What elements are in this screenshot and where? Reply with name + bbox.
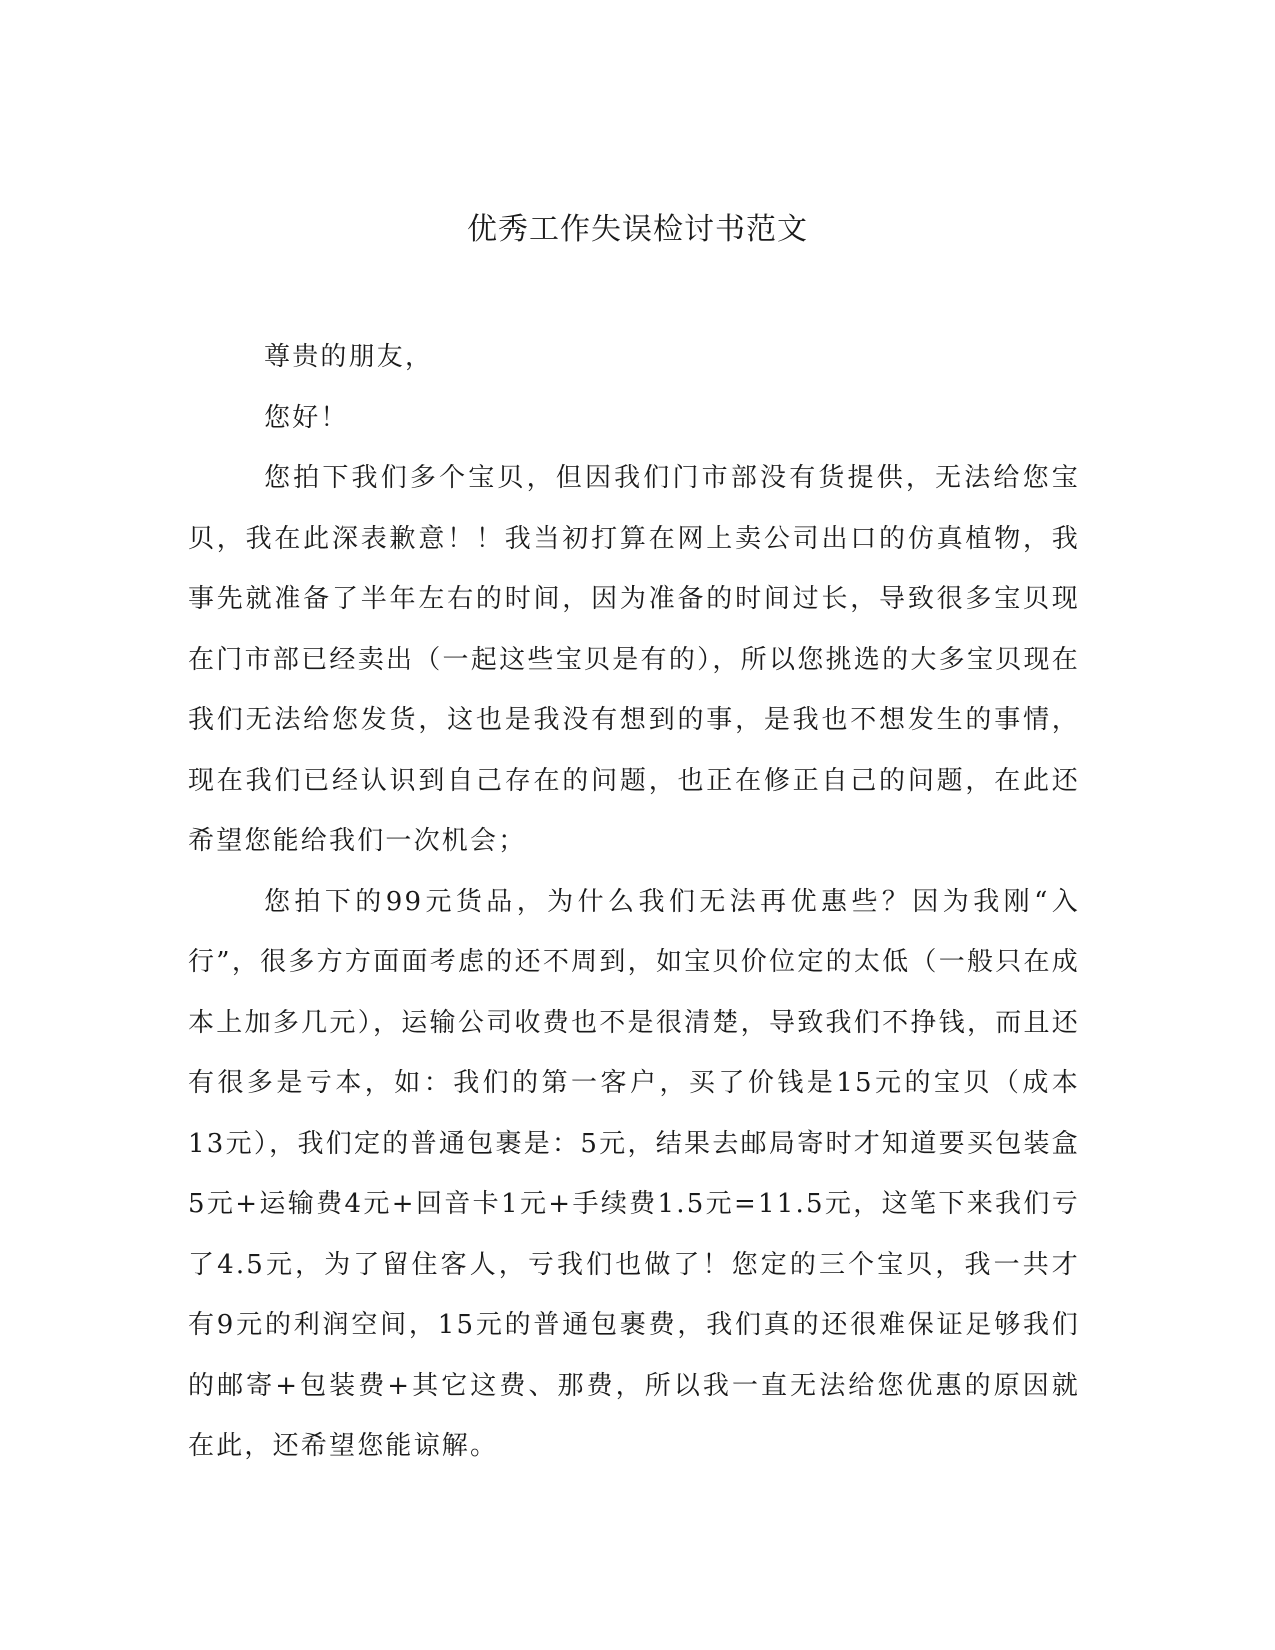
greeting: 您好！	[264, 402, 349, 433]
document-title: 优秀工作失误检讨书范文	[467, 212, 808, 247]
document-body	[188, 327, 1080, 1477]
body-paragraph-2: 您拍下的99元货品，为什么我们无法再优惠些？因为我刚“入行”，很多方方面面考虑的还不周到，如宝贝价位定的太低（一般只在成本上加多几元），运输公司收费也不是很清楚，导致我们不挣钱，而且还有很多是亏本，如：我们的第一客户，买了价钱是15元的宝贝（成本13元），我们定的普通包裹是：5元，结果去邮局寄时才知道要买包装盒5元+运输费4元+回音卡1元+手续费1.5元=11.5元，这笔下来我们亏了4.5元，为了留住客人，亏我们也做了！您定的三个宝贝，我一共才有9元的利润空间，15元的普通包裹费，我们真的还很难保证足够我们的邮寄+包装费+其它这费、那费，所以我一直无法给您优惠的原因就在此，还希望您能谅解。	[188, 886, 1080, 1461]
salutation: 尊贵的朋友，	[264, 342, 434, 372]
body-paragraph-1: 您拍下我们多个宝贝，但因我们门市部没有货提供，无法给您宝贝，我在此深表歉意！！我当初打算在网上卖公司出口的仿真植物，我事先就准备了半年左右的时间，因为准备的时间过长，导致很多宝贝现在门市部已经卖出（一起这些宝贝是有的），所以您挑选的大多宝贝现在我们无法给您发货，这也是我没有想到的事，是我也不想发生的事情，现在我们已经认识到自己存在的问题，也正在修正自己的问题，在此还希望您能给我们一次机会；	[188, 463, 1080, 856]
